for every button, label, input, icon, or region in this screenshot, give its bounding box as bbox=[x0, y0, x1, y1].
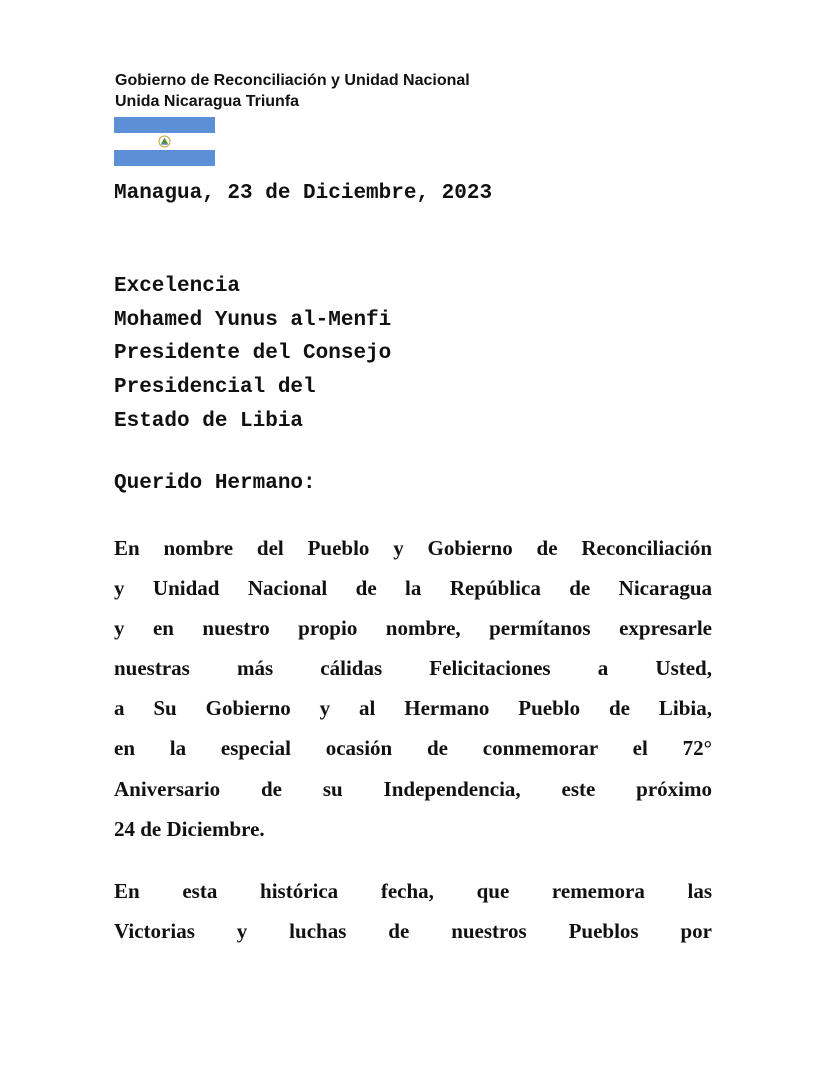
addressee-line: Estado de Libia bbox=[114, 409, 304, 433]
letterhead-slogan: Unida Nicaragua Triunfa bbox=[115, 93, 300, 110]
addressee-line: Mohamed Yunus al-Menfi bbox=[114, 308, 392, 332]
paragraph-line: 24 de Diciembre. bbox=[114, 816, 265, 841]
letter-date: Managua, 23 de Diciembre, 2023 bbox=[114, 182, 493, 205]
addressee-line: Excelencia bbox=[114, 275, 241, 298]
paragraph-line: y Unidad Nacional de la República de Nicaragua bbox=[114, 576, 712, 601]
paragraph-line: Aniversario de su Independencia, este próximo bbox=[114, 776, 712, 801]
paragraph-line: En nombre del Pueblo y Gobierno de Reconciliación bbox=[114, 536, 712, 560]
body-paragraph-2 bbox=[114, 871, 712, 951]
paragraph-line: En esta histórica fecha, que rememora las bbox=[114, 879, 712, 903]
paragraph-line: y en nuestro propio nombre, permítanos expresarle bbox=[114, 616, 712, 641]
body-paragraph-1 bbox=[114, 528, 712, 849]
salutation: Querido Hermano: bbox=[114, 472, 316, 495]
paragraph-line: a Su Gobierno y al Hermano Pueblo de Libia, bbox=[114, 696, 712, 721]
letterhead-government: Gobierno de Reconciliación y Unidad Nacional bbox=[115, 72, 470, 89]
addressee-line: Presidente del Consejo bbox=[114, 342, 392, 366]
addressee-line: Presidencial del bbox=[114, 376, 316, 400]
paragraph-line: en la especial ocasión de conmemorar el 72° bbox=[114, 736, 712, 761]
paragraph-line: nuestras más cálidas Felicitaciones a Usted, bbox=[114, 656, 712, 681]
letterhead bbox=[115, 70, 470, 112]
nicaragua-flag-icon bbox=[114, 117, 215, 166]
addressee-block bbox=[114, 270, 391, 439]
paragraph-line: Victorias y luchas de nuestros Pueblos por bbox=[114, 919, 712, 944]
